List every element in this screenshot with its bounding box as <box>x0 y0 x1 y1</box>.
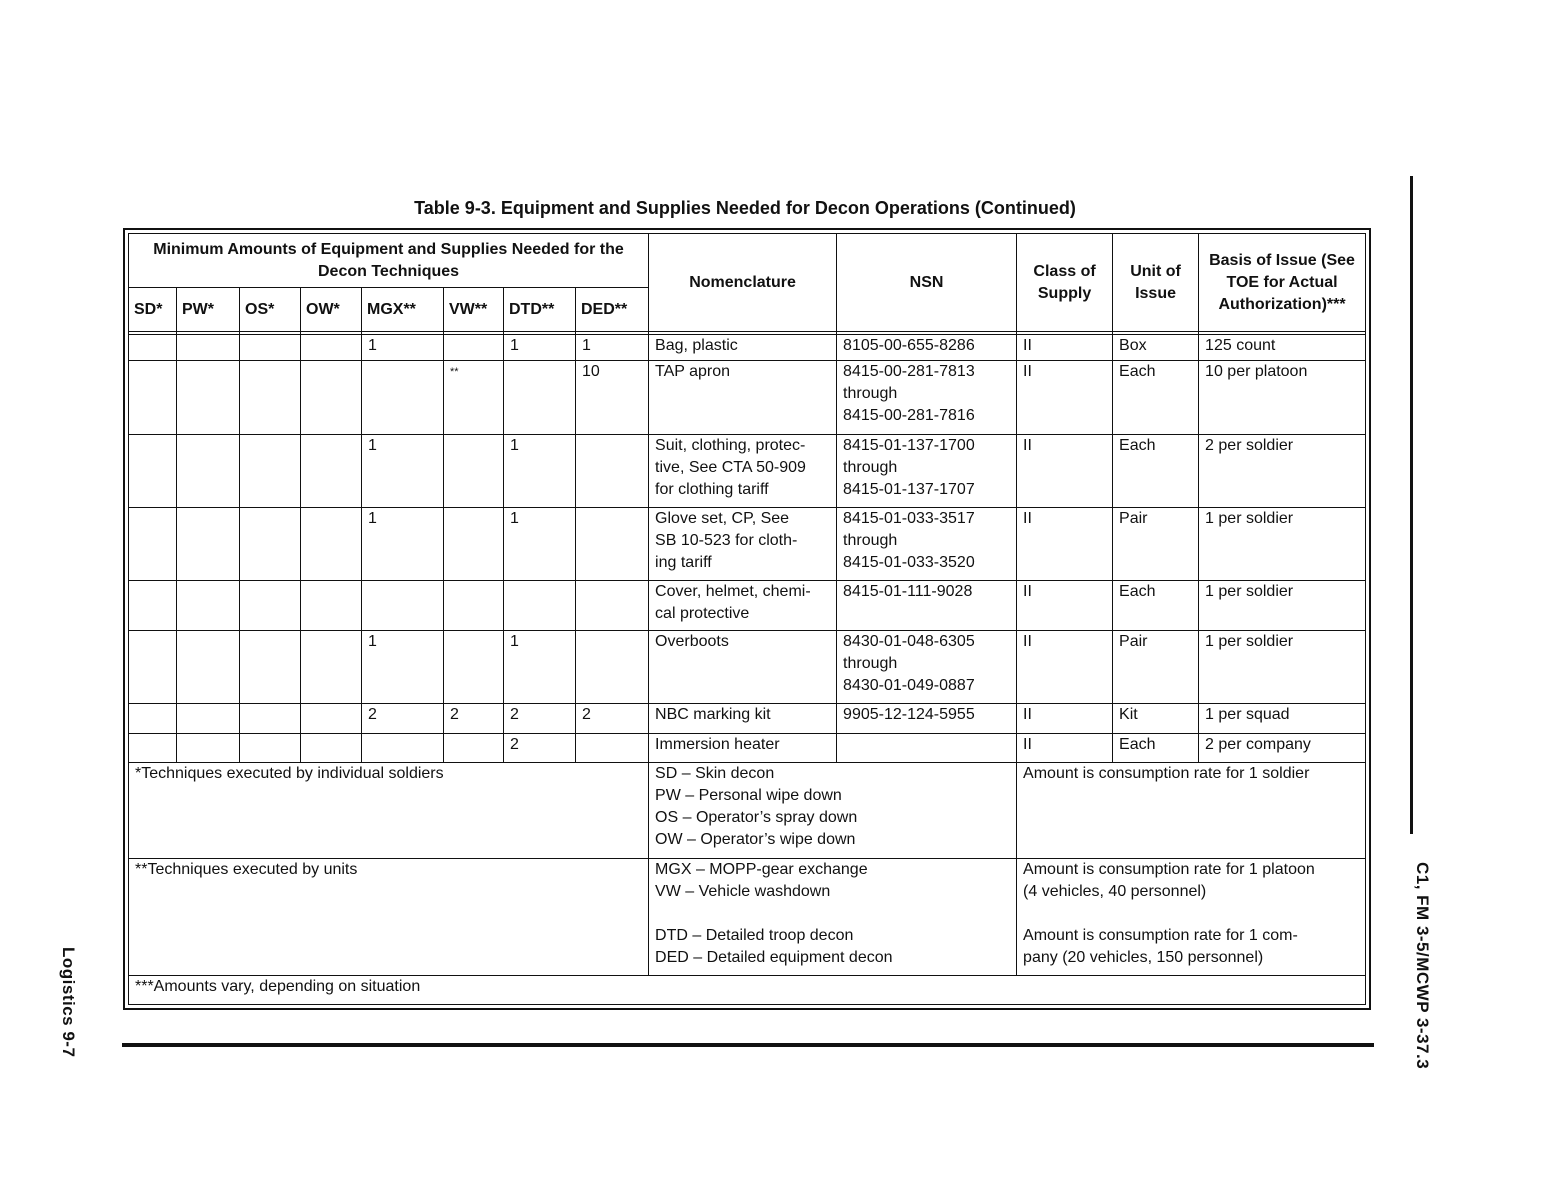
cell-basis: 1 per soldier <box>1199 580 1366 631</box>
cell-sd <box>129 507 177 580</box>
cell-nomenclature: Overboots <box>649 631 837 704</box>
cell-nomenclature: NBC marking kit <box>649 704 837 733</box>
cell-nsn: 8430-01-048-6305 through 8430-01-049-0887 <box>837 631 1017 704</box>
cell-dtd: 1 <box>504 434 576 507</box>
cell-os <box>240 580 301 631</box>
note-row-units <box>129 858 1366 976</box>
cell-os <box>240 361 301 434</box>
note-units-defs-company: DTD – Detailed troop decon DED – Detailed equipment decon <box>655 926 893 966</box>
cell-ow <box>301 507 362 580</box>
cell-pw <box>177 733 240 762</box>
cell-basis: 10 per platoon <box>1199 361 1366 434</box>
cell-class: II <box>1017 507 1113 580</box>
cell-nsn: 9905-12-124-5955 <box>837 704 1017 733</box>
cell-class: II <box>1017 704 1113 733</box>
table-row <box>129 733 1366 762</box>
cell-class: II <box>1017 434 1113 507</box>
cell-unit: Kit <box>1113 704 1199 733</box>
header-ow: OW* <box>301 288 362 332</box>
cell-ow <box>301 580 362 631</box>
cell-ded <box>576 580 649 631</box>
cell-nsn: 8105-00-655-8286 <box>837 335 1017 361</box>
note-individual-definitions: SD – Skin decon PW – Personal wipe down OS – Operator’s spray down OW – Operator’s wipe down <box>649 763 1017 858</box>
cell-os <box>240 434 301 507</box>
cell-mgx: 2 <box>362 704 444 733</box>
cell-nsn: 8415-01-111-9028 <box>837 580 1017 631</box>
decon-supplies-table <box>128 233 1366 1005</box>
cell-dtd: 2 <box>504 733 576 762</box>
table-row <box>129 361 1366 434</box>
cell-basis: 1 per squad <box>1199 704 1366 733</box>
cell-ded <box>576 733 649 762</box>
cell-nomenclature: Glove set, CP, See SB 10-523 for cloth- ing tariff <box>649 507 837 580</box>
bottom-rule <box>122 1043 1374 1047</box>
note-units-amount-company: Amount is consumption rate for 1 com- pany (20 vehicles, 150 personnel) <box>1023 926 1298 966</box>
cell-pw <box>177 631 240 704</box>
header-mgx: MGX** <box>362 288 444 332</box>
cell-pw <box>177 434 240 507</box>
cell-sd <box>129 631 177 704</box>
right-margin-rule <box>1410 176 1413 834</box>
cell-sd <box>129 361 177 434</box>
cell-dtd: 2 <box>504 704 576 733</box>
cell-pw <box>177 580 240 631</box>
table-row <box>129 704 1366 733</box>
cell-ded: 10 <box>576 361 649 434</box>
cell-nsn: 8415-01-137-1700 through 8415-01-137-1707 <box>837 434 1017 507</box>
cell-dtd <box>504 361 576 434</box>
note-row-individual <box>129 763 1366 858</box>
cell-class: II <box>1017 335 1113 361</box>
header-sd: SD* <box>129 288 177 332</box>
cell-basis: 2 per company <box>1199 733 1366 762</box>
cell-os <box>240 631 301 704</box>
cell-pw <box>177 335 240 361</box>
cell-mgx: 1 <box>362 631 444 704</box>
cell-vw <box>444 631 504 704</box>
cell-nomenclature: Suit, clothing, protec- tive, See CTA 50-909 for clothing tariff <box>649 434 837 507</box>
cell-ow <box>301 704 362 733</box>
cell-basis: 1 per soldier <box>1199 507 1366 580</box>
note-units: **Techniques executed by units <box>129 858 649 976</box>
cell-nomenclature: Cover, helmet, chemi- cal protective <box>649 580 837 631</box>
table-row <box>129 631 1366 704</box>
cell-ow <box>301 361 362 434</box>
header-vw: VW** <box>444 288 504 332</box>
cell-ow <box>301 631 362 704</box>
table-row <box>129 580 1366 631</box>
cell-sd <box>129 704 177 733</box>
cell-ow <box>301 434 362 507</box>
table-row <box>129 434 1366 507</box>
note-units-amount-platoon: Amount is consumption rate for 1 platoon (4 vehicles, 40 personnel) <box>1023 860 1315 900</box>
cell-dtd: 1 <box>504 335 576 361</box>
cell-basis: 125 count <box>1199 335 1366 361</box>
header-basis: Basis of Issue (See TOE for Actual Authorization)*** <box>1199 234 1366 332</box>
cell-dtd: 1 <box>504 507 576 580</box>
note-units-definitions <box>649 858 1017 976</box>
cell-ded: 2 <box>576 704 649 733</box>
cell-ded: 1 <box>576 335 649 361</box>
cell-mgx: 1 <box>362 507 444 580</box>
header-pw: PW* <box>177 288 240 332</box>
cell-unit: Each <box>1113 434 1199 507</box>
table-row <box>129 507 1366 580</box>
cell-class: II <box>1017 580 1113 631</box>
note-individual: *Techniques executed by individual soldiers <box>129 763 649 858</box>
cell-mgx <box>362 580 444 631</box>
cell-basis: 2 per soldier <box>1199 434 1366 507</box>
cell-sd <box>129 733 177 762</box>
note-units-amount <box>1017 858 1366 976</box>
note-units-defs-platoon: MGX – MOPP-gear exchange VW – Vehicle washdown <box>655 860 868 900</box>
cell-basis: 1 per soldier <box>1199 631 1366 704</box>
cell-ow <box>301 335 362 361</box>
cell-nsn <box>837 733 1017 762</box>
cell-pw <box>177 507 240 580</box>
cell-ow <box>301 733 362 762</box>
document-id-label: C1, FM 3-5/MCWP 3-37.3 <box>1413 862 1432 1070</box>
decon-table-frame <box>123 228 1371 1010</box>
cell-sd <box>129 335 177 361</box>
cell-unit: Pair <box>1113 507 1199 580</box>
cell-sd <box>129 434 177 507</box>
cell-nsn: 8415-00-281-7813 through 8415-00-281-7816 <box>837 361 1017 434</box>
cell-unit: Each <box>1113 733 1199 762</box>
cell-class: II <box>1017 631 1113 704</box>
header-os: OS* <box>240 288 301 332</box>
header-ded: DED** <box>576 288 649 332</box>
cell-nomenclature: TAP apron <box>649 361 837 434</box>
header-unit: Unit of Issue <box>1113 234 1199 332</box>
header-class: Class of Supply <box>1017 234 1113 332</box>
header-nomenclature: Nomenclature <box>649 234 837 332</box>
header-dtd: DTD** <box>504 288 576 332</box>
cell-pw <box>177 704 240 733</box>
cell-mgx <box>362 361 444 434</box>
note-vary: ***Amounts vary, depending on situation <box>129 976 1366 1005</box>
cell-ded <box>576 507 649 580</box>
table-title: Table 9-3. Equipment and Supplies Needed for Decon Operations (Continued) <box>414 198 1076 218</box>
cell-mgx: 1 <box>362 335 444 361</box>
cell-class: II <box>1017 733 1113 762</box>
cell-unit: Box <box>1113 335 1199 361</box>
cell-nsn: 8415-01-033-3517 through 8415-01-033-3520 <box>837 507 1017 580</box>
cell-unit: Each <box>1113 361 1199 434</box>
cell-os <box>240 507 301 580</box>
cell-vw: ** <box>444 361 504 434</box>
cell-mgx <box>362 733 444 762</box>
cell-sd <box>129 580 177 631</box>
cell-pw <box>177 361 240 434</box>
cell-dtd <box>504 580 576 631</box>
cell-unit: Pair <box>1113 631 1199 704</box>
cell-vw <box>444 733 504 762</box>
table-row <box>129 335 1366 361</box>
cell-nomenclature: Bag, plastic <box>649 335 837 361</box>
header-group: Minimum Amounts of Equipment and Supplies Needed for the Decon Techniques <box>129 234 649 288</box>
cell-dtd: 1 <box>504 631 576 704</box>
cell-vw: 2 <box>444 704 504 733</box>
cell-os <box>240 733 301 762</box>
cell-os <box>240 335 301 361</box>
note-row-vary <box>129 976 1366 1005</box>
cell-vw <box>444 507 504 580</box>
cell-nomenclature: Immersion heater <box>649 733 837 762</box>
cell-unit: Each <box>1113 580 1199 631</box>
page-footer-label: Logistics 9-7 <box>59 947 78 1058</box>
cell-mgx: 1 <box>362 434 444 507</box>
cell-ded <box>576 631 649 704</box>
note-individual-amount: Amount is consumption rate for 1 soldier <box>1017 763 1366 858</box>
cell-vw <box>444 580 504 631</box>
cell-ded <box>576 434 649 507</box>
cell-os <box>240 704 301 733</box>
header-nsn: NSN <box>837 234 1017 332</box>
cell-class: II <box>1017 361 1113 434</box>
cell-vw <box>444 434 504 507</box>
cell-vw <box>444 335 504 361</box>
